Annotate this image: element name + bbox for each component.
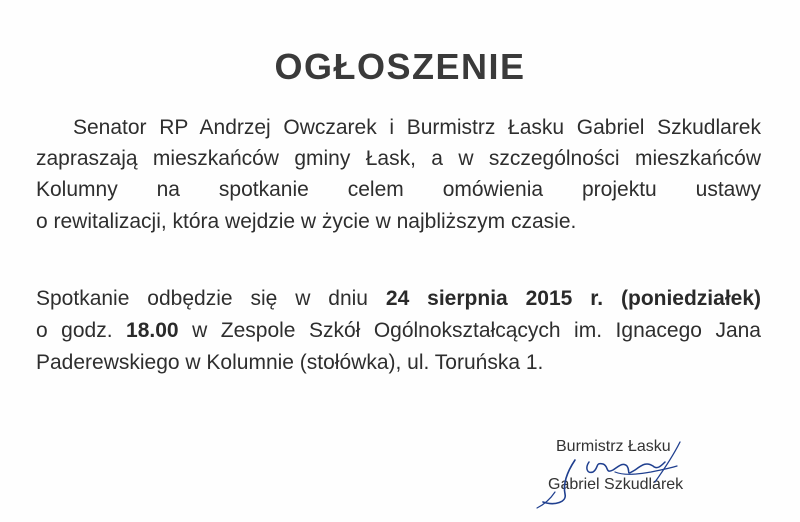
venue-text: w Zespole Szkół Ogólnokształcących im. Ignacego Jana: [178, 319, 761, 342]
paragraph2-line1: [36, 286, 761, 312]
paragraph1-line3: Kolumny na spotkanie celem omówienia projektu ustawy: [36, 178, 761, 201]
meeting-time: 18.00: [126, 319, 179, 342]
paragraph1-line4: o rewitalizacji, która wejdzie w życie w najbliższym czasie.: [36, 210, 577, 233]
paragraph2-line3: Paderewskiego w Kolumnie (stołówka), ul. Toruńska 1.: [36, 351, 544, 374]
time-prefix: o godz.: [36, 319, 127, 342]
meeting-date: 24 sierpnia 2015 r. (poniedziałek): [385, 287, 762, 310]
handwritten-signature: [515, 432, 695, 512]
paragraph2-line2: [36, 318, 761, 344]
announcement-title: OGŁOSZENIE: [274, 46, 526, 87]
signature-role: Burmistrz Łasku: [556, 438, 671, 455]
meeting-intro-text: Spotkanie odbędzie się w dniu: [36, 287, 386, 310]
paragraph1-line1: Senator RP Andrzej Owczarek i Burmistrz Łasku Gabriel Szkudlarek: [73, 116, 761, 139]
signature-name: Gabriel Szkudlarek: [548, 476, 684, 493]
paragraph1-line2: zapraszają mieszkańców gminy Łask, a w szczególności mieszkańców: [36, 147, 761, 170]
